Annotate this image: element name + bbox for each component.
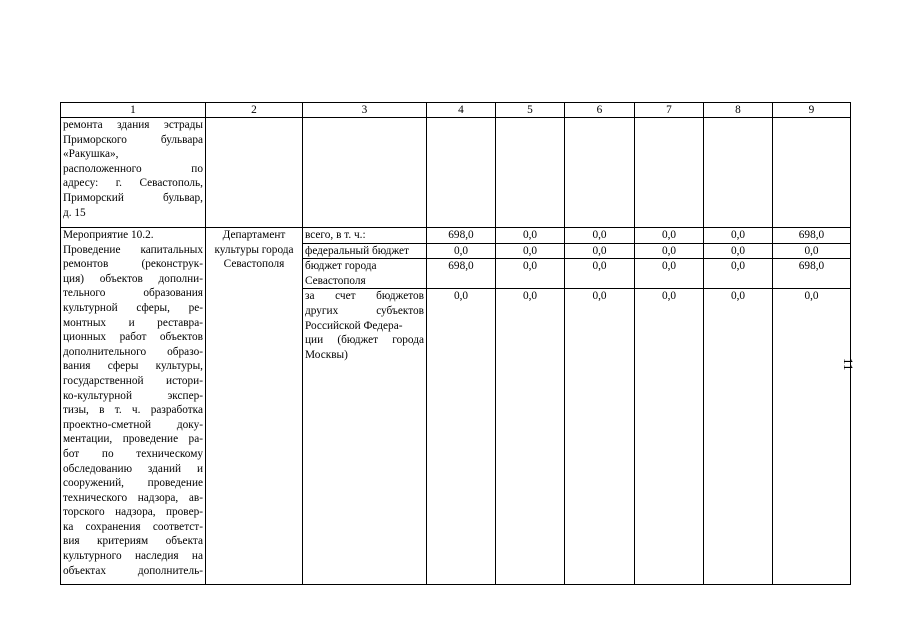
text-line: ка сохранения соответст- — [63, 520, 203, 533]
value-cell: 0,0 — [704, 289, 773, 585]
executor-cell — [206, 228, 303, 585]
text-line: культурной сферы, ре- — [63, 301, 203, 314]
text-line: торского надзора, провер- — [63, 506, 203, 519]
value-cell: 0,0 — [635, 259, 704, 289]
header-cell: 2 — [206, 103, 303, 118]
text-line: расположенного по — [63, 162, 203, 175]
empty-cell — [773, 118, 851, 228]
text-line: ции (бюджет города — [305, 334, 424, 347]
value-cell: 0,0 — [565, 228, 635, 244]
header-cell: 5 — [496, 103, 565, 118]
empty-cell — [206, 118, 303, 228]
text-line: д. 15 — [63, 206, 86, 219]
value-cell: 0,0 — [496, 259, 565, 289]
text-line: ционных работ объектов — [63, 331, 203, 344]
text-line: ментации, проведение ра- — [63, 433, 203, 446]
program-table — [60, 102, 851, 585]
text-line: государственной истори- — [63, 374, 203, 387]
value-cell: 0,0 — [704, 259, 773, 289]
empty-cell — [635, 118, 704, 228]
continuation-row — [61, 118, 851, 228]
text-line: ремонта здания эстрады — [63, 119, 203, 131]
measure-title: Мероприятие 10.2. — [63, 229, 154, 241]
header-cell: 8 — [704, 103, 773, 118]
value-cell: 0,0 — [496, 243, 565, 259]
header-cell: 1 — [61, 103, 206, 118]
empty-cell — [427, 118, 496, 228]
text-line: Приморский бульвар, — [63, 191, 203, 204]
text-line: бот по техническому — [63, 447, 203, 460]
header-cell: 6 — [565, 103, 635, 118]
funding-source-other — [303, 289, 427, 585]
executor-line: культуры города — [214, 243, 294, 256]
text-line: вия критериям объекта — [63, 535, 203, 548]
value-cell: 0,0 — [773, 243, 851, 259]
value-cell: 0,0 — [773, 289, 851, 585]
funding-source-city — [303, 259, 427, 289]
text-line: «Ракушка», — [63, 148, 119, 161]
value-cell: 698,0 — [773, 259, 851, 289]
value-cell: 0,0 — [565, 243, 635, 259]
header-cell: 3 — [303, 103, 427, 118]
header-row — [61, 103, 851, 118]
text-line: Российской Федера- — [305, 319, 403, 332]
text-line: дополнительного образо- — [63, 345, 203, 358]
text-line: Севастополя — [305, 274, 366, 287]
value-cell: 0,0 — [635, 243, 704, 259]
text-line: за счет бюджетов — [305, 290, 424, 303]
text-line: других субъектов — [305, 304, 424, 317]
text-line: обследованию зданий и — [63, 462, 203, 475]
text-line: Проведение капитальных — [63, 243, 203, 256]
text-line: ко-культурной экспер- — [63, 389, 203, 402]
continuation-description — [61, 118, 206, 228]
empty-cell — [303, 118, 427, 228]
empty-cell — [565, 118, 635, 228]
value-cell: 0,0 — [565, 289, 635, 585]
text-line: федеральный бюджет — [305, 244, 409, 257]
text-line: Приморского бульвара — [63, 133, 203, 146]
text-line: адресу: г. Севастополь, — [63, 177, 203, 190]
funding-source-federal — [303, 243, 427, 259]
text-line: технического надзора, ав- — [63, 491, 203, 504]
empty-cell — [496, 118, 565, 228]
value-cell: 0,0 — [427, 289, 496, 585]
measure-row-total — [61, 228, 851, 244]
text-line: вания сферы культуры, — [63, 360, 203, 373]
text-line: тельного образования — [63, 287, 203, 300]
value-cell: 0,0 — [635, 228, 704, 244]
text-line: сооружений, проведение — [63, 477, 203, 490]
text-line: культурного наследия на — [63, 550, 203, 563]
text-line: проектно-сметной доку- — [63, 418, 203, 431]
text-line: бюджет города — [305, 260, 377, 273]
value-cell: 0,0 — [496, 289, 565, 585]
executor-line: Севастополя — [223, 258, 285, 271]
header-cell: 7 — [635, 103, 704, 118]
empty-cell — [704, 118, 773, 228]
executor-line: Департамент — [222, 229, 286, 241]
text-line: всего, в т. ч.: — [305, 229, 366, 241]
header-cell: 9 — [773, 103, 851, 118]
funding-source-total — [303, 228, 427, 244]
header-cell: 4 — [427, 103, 496, 118]
text-line: монтных и реставра- — [63, 316, 203, 329]
value-cell: 698,0 — [427, 228, 496, 244]
text-line: ремонтов (реконструк- — [63, 258, 203, 271]
value-cell: 698,0 — [427, 259, 496, 289]
value-cell: 0,0 — [496, 228, 565, 244]
value-cell: 0,0 — [704, 228, 773, 244]
text-line: ция) объектов дополни- — [63, 272, 203, 285]
value-cell: 0,0 — [427, 243, 496, 259]
value-cell: 0,0 — [565, 259, 635, 289]
text-line: тизы, в т. ч. разработка — [63, 404, 203, 417]
measure-description — [61, 228, 206, 585]
value-cell: 0,0 — [704, 243, 773, 259]
page-number: 11 — [841, 358, 856, 371]
value-cell: 0,0 — [635, 289, 704, 585]
value-cell: 698,0 — [773, 228, 851, 244]
text-line: Москвы) — [305, 348, 348, 361]
text-line: объектах дополнитель- — [63, 564, 203, 577]
